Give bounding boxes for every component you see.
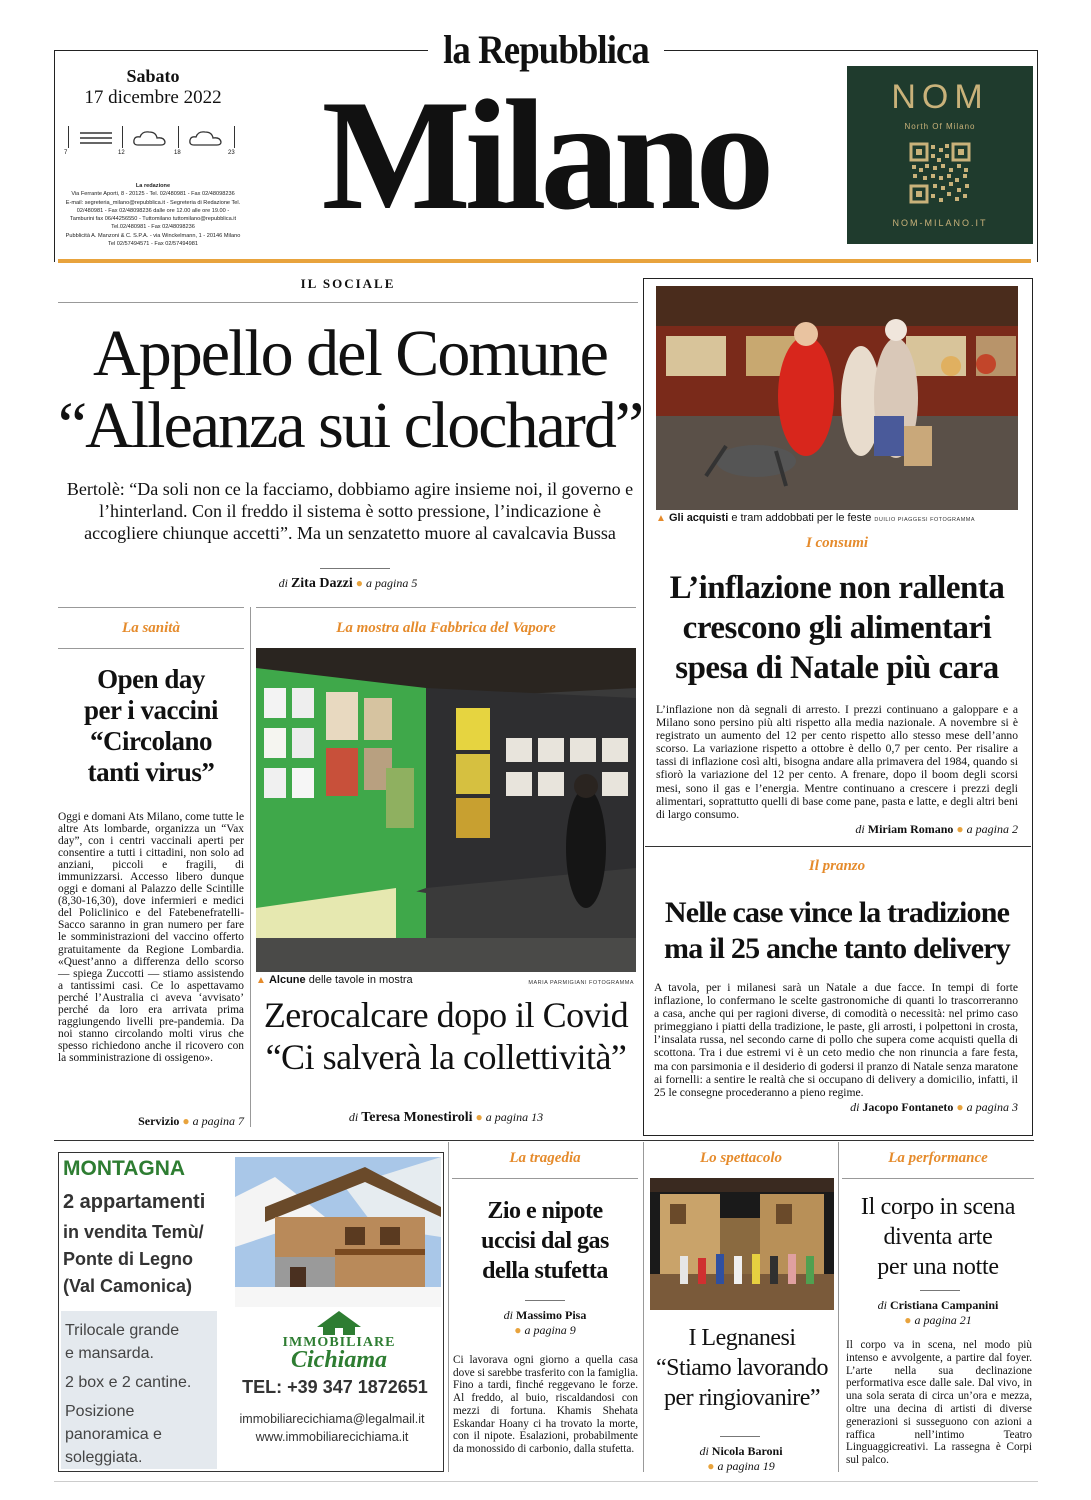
page-ref: a pagina 21	[914, 1313, 972, 1327]
ad-line: (Val Camonica)	[63, 1276, 193, 1296]
ad-line: Ponte di Legno	[63, 1249, 193, 1269]
weather-hour: 18	[174, 150, 181, 156]
ad-title: MONTAGNA	[63, 1157, 186, 1180]
headline-line: per ringiovanire”	[663, 1385, 821, 1411]
ad-feature: panoramica e	[65, 1426, 162, 1443]
byline-rule	[525, 1300, 565, 1301]
lead-headline[interactable]	[40, 318, 660, 462]
bottom-section-rule	[54, 1140, 1034, 1141]
redazione-info	[58, 182, 248, 248]
sanita-headline[interactable]	[58, 664, 244, 788]
caption-bold: Alcune	[268, 974, 306, 986]
bottom-divider	[448, 1142, 449, 1472]
lead-headline-line: “Alleanza sui clochard”	[57, 389, 643, 462]
headline-line: per i vaccini	[84, 695, 218, 725]
pranzo-byline[interactable]	[656, 1100, 1018, 1115]
ad-brand: IMMOBILIARE	[282, 1335, 396, 1350]
headline-line: per una notte	[877, 1254, 999, 1280]
ad-email[interactable]: immobiliarecichiama@legalmail.it	[239, 1412, 425, 1426]
headline-line: Zio e nipote	[487, 1198, 603, 1224]
redazione-line: 02/480981 - Fax 02/48098236 dalle ore 12.00 alle ore 19.00 -	[76, 207, 230, 214]
headline-line: crescono gli alimentari	[682, 610, 992, 646]
bullet-icon: ●	[355, 576, 364, 590]
byline-author: Nicola Baroni	[711, 1444, 783, 1458]
headline-line: Il corpo in scena	[860, 1194, 1016, 1220]
consumi-byline[interactable]	[656, 822, 1018, 837]
page-ref: a pagina 7	[192, 1114, 244, 1128]
chalet-photo	[235, 1157, 441, 1307]
cloud-icon	[132, 128, 170, 148]
performance-body: Il corpo va in scena, nel modo più intenso e avvolgente, a partire dal foyer. L’arte nella sua declinazione performativa esce dalle sale. Dal vivo, in una sola serata di circa un’ora e mezza, oltre una decina di artisti di diverse generazioni si susseguono con azioni a raffica nell’intimo Teatro Linguaggicreativi. La rassegna è Corpi sul palco.	[846, 1339, 1032, 1467]
bullet-icon: ●	[475, 1110, 483, 1124]
page-ref: a pagina 5	[366, 576, 418, 590]
redazione-line: Via Ferrante Aporti, 8 - 20125 - Tel. 02/480981 - Fax 02/48098236	[71, 191, 235, 198]
masthead-orange-rule	[58, 259, 1031, 263]
bullet-icon: ●	[707, 1459, 715, 1473]
kicker-mostra: La mostra alla Fabbrica del Vapore	[336, 620, 556, 636]
city-title: Milano	[321, 68, 769, 243]
tragedia-body: Ci lavorava ogni giorno a quella casa dove si sarebbe trasferito con la famiglia. Fino a tardi, finché reggevano le forze. Al freddo, al buio, riscaldandosi con mezzi di fortuna. Khamis Shehata Eskandar Hoany ci ha trovato la morte, con il nipote. Esalazioni, probabilmente da monossido di carbonio, dalla stufetta.	[453, 1354, 638, 1455]
photo-christmas-tram	[656, 286, 1018, 510]
page-ref: a pagina 13	[485, 1110, 544, 1124]
ad-feature: Trilocale grande	[65, 1322, 180, 1339]
byline-author: Servizio	[138, 1114, 180, 1128]
byline-rule	[920, 1290, 960, 1291]
byline-rule	[320, 568, 390, 569]
byline-author: Cristiana Campanini	[889, 1298, 999, 1312]
redazione-line: Tamburini fax 06/44256550 - Tuttomilano tuttomilano@repubblica.it	[69, 216, 237, 223]
sanita-kicker-rule	[58, 648, 244, 649]
photo-credit: MARIA PARMIGIANI FOTOGRAMMA	[528, 980, 634, 986]
headline-line: ma il 25 anche tanto delivery	[664, 932, 1010, 965]
kicker-consumi: I consumi	[805, 535, 869, 551]
photo-caption-top	[656, 512, 1018, 524]
weather-hour: 23	[228, 150, 235, 156]
bullet-icon: ●	[182, 1114, 190, 1128]
photo-exhibition	[256, 648, 636, 972]
byline-prefix: di	[699, 1444, 709, 1458]
spettacolo-headline[interactable]	[644, 1323, 840, 1413]
headline-line: Zerocalcare dopo il Covid	[263, 995, 629, 1035]
cloud-icon	[188, 128, 226, 148]
qr-code-icon	[909, 142, 971, 204]
page-ref: a pagina 19	[717, 1459, 775, 1473]
bullet-icon: ●	[956, 822, 964, 836]
headline-line: diventa arte	[883, 1224, 993, 1250]
caption-triangle-icon: ▲	[256, 975, 266, 986]
nom-ad[interactable]	[847, 66, 1033, 244]
lead-byline[interactable]	[58, 576, 638, 592]
redazione-line: Tel.02/480981 - Fax 02/48098236	[111, 224, 195, 231]
right-column-divider	[645, 846, 1031, 847]
headline-line: uccisi dal gas	[481, 1228, 609, 1254]
page-ref: a pagina 9	[524, 1323, 576, 1337]
headline-line: “Ci salverà la collettività”	[265, 1037, 627, 1077]
spettacolo-byline[interactable]	[648, 1444, 834, 1474]
redazione-line: Tel 02/57494571 - Fax 02/57494981	[108, 241, 198, 248]
bullet-icon: ●	[956, 1100, 964, 1114]
mostra-byline[interactable]	[256, 1110, 636, 1126]
ad-feature: Posizione	[65, 1403, 135, 1420]
headline-line: tanti virus”	[87, 757, 215, 787]
tragedia-byline[interactable]	[452, 1308, 638, 1338]
fog-icon	[78, 130, 114, 146]
caption-bold: Gli acquisti	[668, 512, 729, 524]
byline-author: Jacopo Fontaneto	[862, 1100, 954, 1114]
caption-text: e tram addobbati per le feste	[728, 512, 872, 524]
bottom-divider	[643, 1142, 644, 1472]
date-day: Sabato	[126, 66, 180, 86]
caption-triangle-icon: ▲	[656, 513, 666, 524]
kicker-spettacolo: Lo spettacolo	[699, 1150, 783, 1166]
byline-prefix: di	[348, 1110, 359, 1124]
ad-line: 2 appartamenti	[63, 1191, 206, 1213]
byline-prefix: di	[877, 1298, 887, 1312]
byline-author: Miriam Romano	[867, 822, 954, 836]
ad-features	[65, 1319, 191, 1469]
performance-kicker-rule	[842, 1178, 1034, 1179]
redazione-title: La redazione	[135, 183, 171, 189]
headline-line: Open day	[97, 664, 205, 694]
lead-headline-line: Appello del Comune	[93, 317, 607, 390]
weather-hour: 12	[118, 150, 125, 156]
headline-line: “Circolano	[90, 726, 212, 756]
mostra-top-rule	[256, 607, 636, 608]
redazione-line: Pubblicità A. Manzoni & C. S.P.A. - via Winckelmann, 1 - 20146 Milano	[65, 232, 241, 239]
consumi-headline[interactable]	[650, 568, 1024, 688]
bottom-divider	[838, 1142, 839, 1472]
masthead-rule-left	[54, 50, 428, 51]
weather-hour: 7	[64, 150, 68, 156]
date-full: 17 dicembre 2022	[84, 87, 222, 108]
sanita-body: Oggi e domani Ats Milano, come tutte le altre Ats lombarde, organizza un “Vax day”, con i centri vaccinali aperti per consentire a tutti i cittadini, non solo ad anziani, piccoli e fragili, di immunizzarsi. Accesso libero dunque oggi e domani al Palazzo delle Scintille (8,30-16,30), dove infermieri e medici del Policlinico e del Fatebenefratelli-Sacco saranno in gran numero per fare le somministrazioni del vaccino offerto gratuitamente da Regione Lombardia. «Quest’anno a differenza dello scorso — spiega Zuccotti — stiamo assistendo a tantissimi casi. Ce lo aspettavamo perché l’Australia ci aveva ‘avvisato’ perché da loro era arrivata prima raggiungendo livelli pre-pandemia. Da noi stanno circolando molti virus che spesso richiedono anche il ricovero con la somministrazione di ossigeno».	[58, 811, 245, 1064]
nom-url[interactable]: NOM-MILANO.IT	[892, 218, 988, 228]
masthead-rule-vertical-left	[54, 50, 55, 262]
byline-author: Teresa Monestiroli	[361, 1110, 473, 1125]
headline-line: L’inflazione non rallenta	[669, 570, 1005, 606]
ad-phone[interactable]: TEL: +39 347 1872651	[242, 1377, 428, 1397]
ad-brand-script: Cichiama	[290, 1347, 387, 1373]
montagna-ad[interactable]	[58, 1152, 444, 1472]
caption-text: delle tavole in mostra	[305, 974, 413, 986]
redazione-line: E-mail: segreteria_milano@repubblica.it - Segreteria di Redazione Tel.	[65, 199, 241, 206]
section-rule	[58, 302, 638, 303]
pranzo-headline[interactable]	[650, 895, 1024, 967]
ad-website[interactable]: www.immobiliarecichiama.it	[255, 1430, 409, 1444]
nom-logo: NOM	[891, 78, 989, 116]
photo-stage	[650, 1178, 834, 1310]
byline-author: Massimo Pisa	[516, 1308, 587, 1322]
pranzo-body: A tavola, per i milanesi sarà un Natale a due facce. In tempi di forte inflazione, lo confermano le scelte gastronomiche di quanti lo trascorreranno a casa, anche qui per ragioni diverse, di comodità o necessità: nel primo caso primeggiano i piatti della tradizione, le paste, gli arrosti, i polpettoni in crosta, l’insalata russa, nel secondo carne di pollo che supera come acquisti quella di scottona. Tra i due estremi vi è un ceto medio che non rinuncia a fare festa, ma con parsimonia e il desiderio di godersi il pranzo di Natale senza maratone ai fornelli: a sentire le realtà che si occupano di delivery a domicilio, infatti, il 25 le consegne procederanno a pieno regime.	[654, 981, 1018, 1099]
ad-feature: soleggiata.	[65, 1449, 143, 1466]
tragedia-kicker-rule	[452, 1178, 638, 1179]
bullet-icon: ●	[904, 1313, 912, 1327]
page-ref: a pagina 3	[966, 1100, 1018, 1114]
kicker-tragedia: La tragedia	[509, 1150, 581, 1166]
house-logo-icon	[311, 1309, 367, 1337]
headline-line: I Legnanesi	[688, 1325, 796, 1351]
brand-logo[interactable]: la Repubblica	[443, 27, 649, 72]
sanita-top-rule	[58, 607, 244, 608]
byline-rule	[720, 1436, 760, 1437]
performance-byline[interactable]	[842, 1298, 1034, 1328]
byline-prefix: di	[850, 1100, 860, 1114]
section-label: IL SOCIALE	[300, 276, 396, 291]
kicker-pranzo: Il pranzo	[808, 858, 866, 874]
ad-line: in vendita Temù/	[63, 1222, 204, 1242]
performance-headline[interactable]	[842, 1192, 1034, 1282]
masthead-rule-vertical-right	[1037, 50, 1038, 262]
headline-line: spesa di Natale più cara	[675, 650, 999, 686]
weather-strip	[62, 124, 242, 160]
kicker-performance: La performance	[888, 1150, 988, 1166]
ad-feature: e mansarda.	[65, 1345, 154, 1362]
nom-tagline: North Of Milano	[904, 122, 976, 131]
page-bottom-rule	[54, 1481, 1038, 1482]
photo-credit: DUILIO PIAGGESI FOTOGRAMMA	[874, 517, 976, 523]
lead-summary: Bertolè: “Da soli non ce la facciamo, dobbiamo agire insieme noi, il governo e l’hinterland. Con il freddo il sistema è sotto pressione, l’indicazione è accogliere chiunque accetti”. Ma un senzatetto muore al cavalcavia Bussa	[66, 479, 634, 543]
byline-prefix: di	[278, 576, 288, 590]
byline-prefix: di	[855, 822, 865, 836]
tragedia-headline[interactable]	[452, 1196, 638, 1286]
byline-prefix: di	[503, 1308, 513, 1322]
byline-author: Zita Dazzi	[290, 576, 353, 591]
mostra-headline[interactable]	[250, 994, 642, 1078]
bullet-icon: ●	[514, 1323, 522, 1337]
headline-line: “Stiamo lavorando	[655, 1355, 829, 1381]
headline-line: Nelle case vince la tradizione	[664, 896, 1010, 929]
masthead-rule-right	[664, 50, 1038, 51]
page-ref: a pagina 2	[966, 822, 1018, 836]
headline-line: della stufetta	[482, 1258, 608, 1284]
ad-feature: 2 box e 2 cantine.	[65, 1374, 192, 1391]
kicker-sanita: La sanità	[122, 620, 180, 636]
consumi-body: L’inflazione non dà segnali di arresto. I prezzi continuano a galoppare e a Milano sono persino più alti rispetto alla media nazionale. A novembre si è registrato un aumento del 12 per cento rispetto allo stesso mese dell’anno scorso. La variazione rispetto a ottobre è dello 0,7 per cento. Per risalire a tassi di inflazione così alti, bisogna andare alla primavera del 1984, quando si sfiorò la variazione del 12 per cento. A frenare, dopo il boom degli scorsi mesi, sono il gas e l’energia. Mentre continuano a crescere i prezzi degli alimentari, soprattutto quelli di base come pane, pasta e latte, e degli altri beni di largo consumo.	[656, 703, 1018, 821]
sanita-byline[interactable]	[58, 1114, 244, 1129]
